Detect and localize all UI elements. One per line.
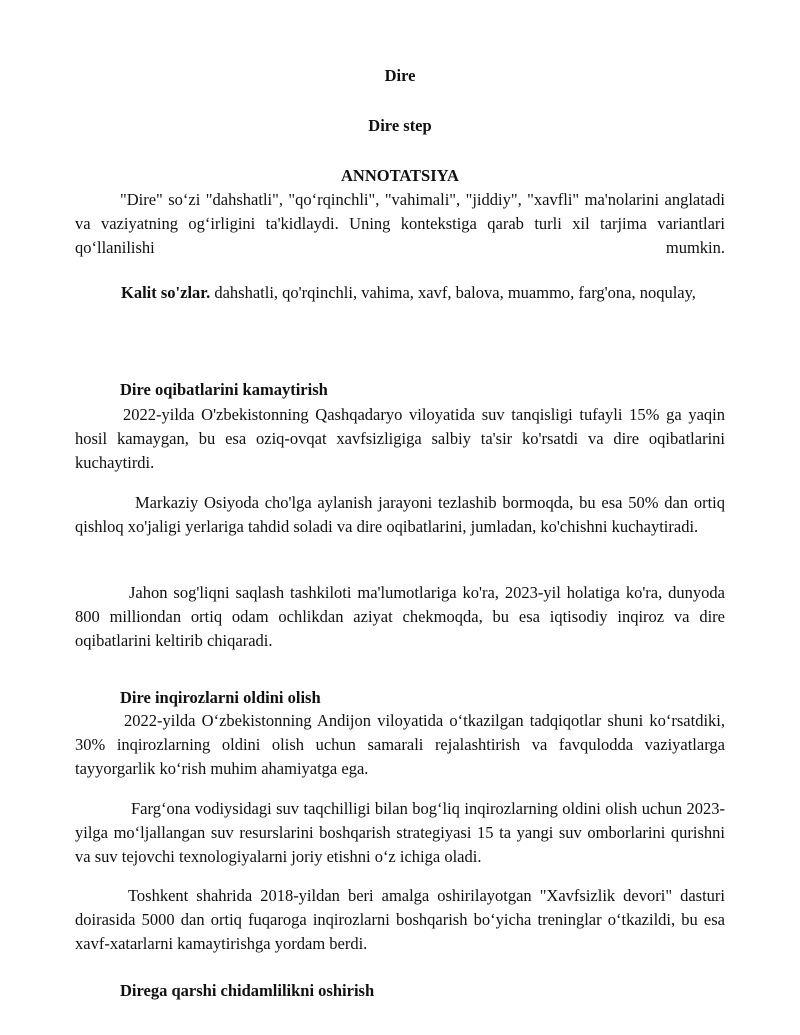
section-paragraph: 2022-yilda O'zbekistonning Qashqadaryo viloyatida suv tanqisligi tufayli 15% ga yaqin hosil kamaygan, bu esa oziq-ovqat xavfsizligiga salbiy ta'sir ko'rsatdi va dire oqibatlarini kuchaytirdi. [75,405,725,472]
section-paragraph: Jahon sog'liqni saqlash tashkiloti ma'lumotlariga ko'ra, 2023-yil holatiga ko'ra, dunyoda 800 milliondan ortiq odam ochlikdan aziyat chekmoqda, bu esa iqtisodiy inqiroz va dire oqibatlarini keltirib chiqaradi. [75,583,725,650]
annotation-paragraph: "Dire" so‘zi "dahshatli", "qo‘rqinchli", "vahimali", "jiddiy", "xavfli" ma'nolarini anglatadi va vaziyatning og‘irligini ta'kidlaydi. Uning kontekstiga qarab turli xil tarjima variantlari qo‘llanilishi mumkin. [75,190,725,257]
annotation-heading: ANNOTATSIYA [341,166,459,185]
section-paragraph: Toshkent shahrida 2018-yildan beri amalga oshirilayotgan "Xavfsizlik devori" dasturi doirasida 5000 dan ortiq fuqaroga inqirozlarni boshqarish bo‘yicha treninglar o‘tkazildi, bu esa xavf-xatarlarni kamaytirishga yordam berdi. [75,886,725,953]
document-title: Dire [384,66,416,85]
section-paragraph: 2022-yilda O‘zbekistonning Andijon viloyatida o‘tkazilgan tadqiqotlar shuni ko‘rsatdiki, 30% inqirozlarning oldini olish uchun samarali rejalashtirish va favqulodda vaziyatlarga tayyorgarlik ko‘rish muhim ahamiyatga ega. [75,711,725,778]
section-heading: Dire oqibatlarini kamaytirish [120,380,328,399]
section-paragraph: Markaziy Osiyoda cho'lga aylanish jarayoni tezlashib bormoqda, bu esa 50% dan ortiq qishloq xo'jaligi yerlariga tahdid soladi va dire oqibatlarini, jumladan, ko'chishni kuchaytiradi. [75,493,725,536]
section-heading: Dire inqirozlarni oldini olish [120,688,321,707]
section-heading: Direga qarshi chidamlilikni oshirish [120,981,375,1000]
keywords-paragraph [75,281,725,305]
keywords-label: Kalit so'zlar. [121,283,211,302]
keywords-text: dahshatli, qo'rqinchli, vahima, xavf, balova, muammo, farg'ona, noqulay, [210,283,696,302]
section-paragraph: Farg‘ona vodiysidagi suv taqchilligi bilan bog‘liq inqirozlarning oldini olish uchun 2023-yilga mo‘ljallangan suv resurslarini boshqarish strategiyasi 15 ta yangi suv omborlarini qurishni va suv tejovchi texnologiyalarni joriy etishni o‘z ichiga oladi. [75,799,725,866]
document-subtitle: Dire step [368,116,432,135]
